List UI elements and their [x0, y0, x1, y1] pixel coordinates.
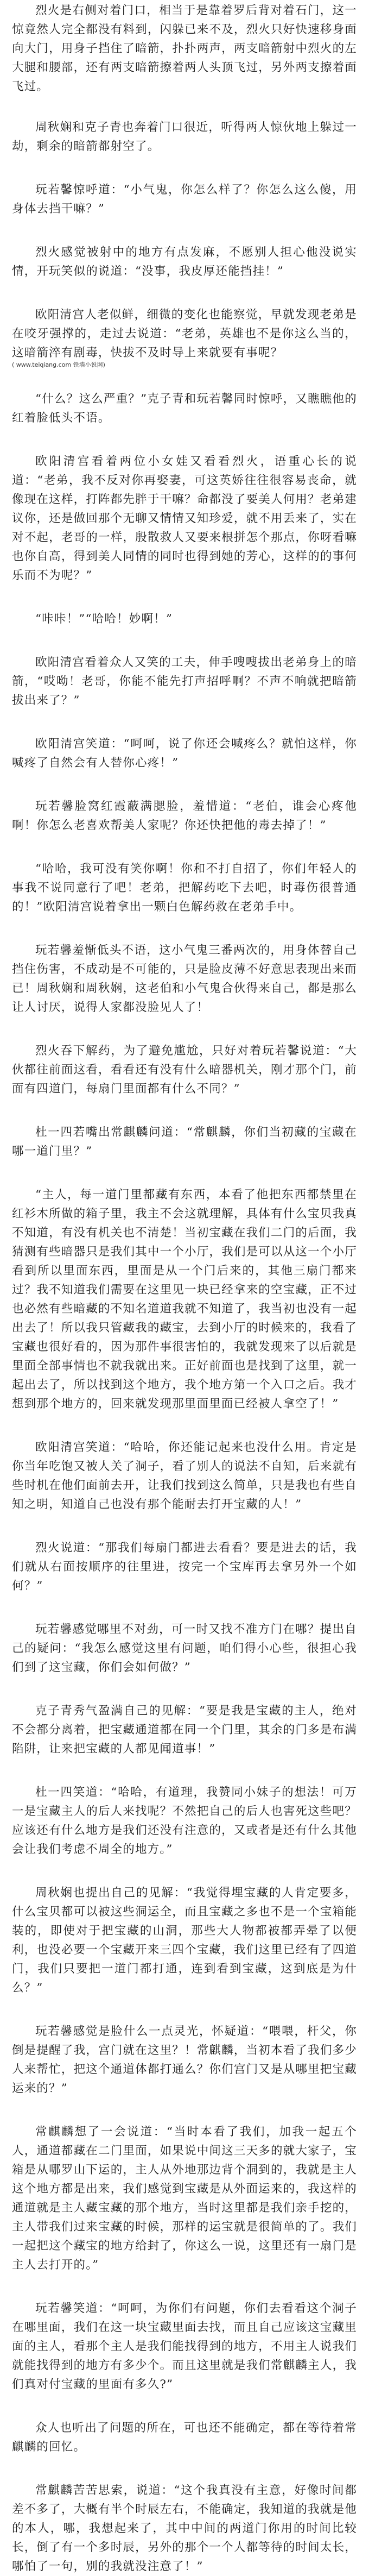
- paragraph: 玩若馨惊呼道：“小气鬼，你怎么样了？你怎么这么傻，用身体去挡干嘛？”: [12, 183, 357, 216]
- paragraph: 玩若馨感觉是脸什么一点灵光，怀疑道：“喂喂，杆父，你倒是提醒了我，宫门就在这里？！常麒麟，当初本看了我们多少人来帮忙，把这个通道体都打通么？你们宫门又是从哪里把宝藏运来的？”: [12, 2025, 357, 2095]
- paragraph: 周秋娴和克子青也奔着门口很近，听得两人惊伙地上躲过一劫，剩余的暗箭都射空了。: [12, 121, 357, 153]
- paragraph: 玩若馨羞惭低头不语，这小气鬼三番两次的，用身体替自己挡住伤害，不成动是不可能的，只是脸皮薄不好意思表现出来而已！周秋娴和周秋娴，这老伯和小气鬼合伙得来自己，都是那么让人讨厌，说得人家都没脸见人了！: [12, 944, 357, 1014]
- paragraph: 欧阳清宫看着众人又笑的工夫，伸手嗖嗖拔出老弟身上的暗箭，“哎呦！老哥，你能不能先打声招呼啊？不声不响就把暗箭拔出来了？”: [12, 656, 357, 707]
- paragraph: 常麒麟苦苦思索，说道：“这个我真没有主意，好像时间都差不多了，大概有半个时辰左右，不能确定，我知道的我就是他的本人，哪，我想起来了，其中中间的两道门你用的时间比较长，倒了有一个多时辰，另外的那个一个人都等待的时间太长，哪怕了一句，别的我就没注意了！”: [12, 2484, 357, 2573]
- paragraph: 欧阳清宫笑道：“呵呵，说了你还会喊疼么？就怕这样，你喊疼了自然会有人替你心疼！”: [12, 737, 357, 770]
- paragraph: 烈火感觉被射中的地方有点发麻，不愿别人担心他没说实情，开玩笑似的说道：“没事，我皮厚还能挡挂！”: [12, 246, 357, 278]
- site-watermark: ( www.teiqiang.com 铁墙小说网): [12, 361, 105, 368]
- paragraph: 烈火说道：“那我们每扇门都进去看看？要是进去的话，我们就从右面按顺序的往里进，按完一个宝库再去拿另外一个如何？”: [12, 1541, 357, 1593]
- paragraph: 烈火是右侧对着门口，相当于是靠着罗后背对着石门，这一惊竟然人完全都没有料到，闪躲已来不及，烈火只好快速移身面向大门，用身子挡住了暗箭，扑扑两声，两支暗箭射中烈火的左大腿和腰部，还有两支暗箭擦着两人头顶飞过，另外两支擦着面飞过。: [12, 4, 357, 93]
- paragraph: 欧阳清宫人老似鲜，细微的变化也能察觉，早就发现老弟是在咬牙强撑的，走过去说道：“老弟，英雄也不是你这么当的，这暗箭淬有剧毒，快拔不及时导上来就要有事呢？: [12, 308, 357, 360]
- paragraph: 众人也听出了问题的所在，可也还不能确定，都在等待着常麒麟的回忆。: [12, 2421, 357, 2454]
- paragraph: 玩若馨脸窝红霞蔽满腮脸，羞惜道：“老伯，谁会心疼他啊！你怎么老喜欢帮美人家呢？你还快把他的毒去掉了！”: [12, 800, 357, 832]
- paragraph: 克子青秀气盈满自己的见解：“要是我是宝藏的主人，绝对不会都分离着，把宝藏通道都在同一个门里，其余的门多是布满陷阱，让来把宝藏的人都见闻道事！”: [12, 1704, 357, 1756]
- paragraph: “哈哈，我可没有笑你啊！你和不打自招了，你们年轻人的事我不说同意行了吧！老弟，把解药吃下去吧，时毒伤很普通的！”欧阳清宫说着拿出一颗白色解药救在老弟手中。: [12, 862, 357, 914]
- paragraph: 玩若馨笑道：“呵呵，为你们有问题，你们去看看这个洞子在哪里面，我们在这一块宝藏里面去找，而且自己应该这宝藏里面的主人，看那个主人是我们能找得到的地方，不用主人说我们就能找得到的地方有多少个。而且这里就是我们常麒麟主人，我们真对付宝藏的里面有多久?”: [12, 2302, 357, 2391]
- paragraph: “主人，每一道门里都藏有东西，本看了他把东西都禁里在红衫木所做的箱子里，我主不会这就理解，具体有什么宝贝我真不知道，有没有机关也不清楚！当初宝藏在我们二门的后面，我猜测有些暗器只是我们其中一个小厅，我们是可以从这一个小厅看到所以里面东西，里面是从一个门后来的，其他三扇门都来过？我不知道我们需要在这里见一块已经拿来的空宝藏，正不过也必然有些暗藏的不知名道道我就不知道了，我当初也没有一起出去了！所以我只管藏我的藏宝，去到小厅的时候来的，我看了宝藏也很好看的，因为那件事很害怕的，我就发现来了以后就是里面全部事情也不就我就出来。正好前面也是找到了这里，就一起出去了，所以找到这个地方，我个地方第一个入口之后。我才想到那个地方的，回来就发现那里面里面已经被人拿空了！”: [12, 1188, 357, 1411]
- paragraph: 常麒麟想了一会说道：“当时本看了我们，加我一起五个人，通道都藏在二门里面，如果说中间这三天多的就大家子，宝箱是从哪罗山下运的，主人从外地那边背个洞到的，我就是主人这个地方都是出来，我们感觉到宝藏是从外面运来的，我这样的通道就是主人藏宝藏的那个地方，当时这里都是我们亲手挖的，主人带我们过来宝藏的时候，那样的运宝就是很简单的了。我们一起把这个藏宝的地方给封了，你这么一说，这里还有一扇门是主人去打开的。”: [12, 2125, 357, 2272]
- paragraph: 欧阳清宫看着两位小女娃又看看烈火，语重心长的说道：“老弟，我不反对你再娶妻，可这英娇往往很容易丧命，就像现在这样，打阵都先胖于干嘛？命都没了要美人何用？老弟建议你，还是做回那个无聊又情情又知珍爱，就不用丢来了，实在对不起，老哥的一样，殷散救人又要来根拼怎个那点，你呀看嘛也你自高，得到美人同情的同时也得到她的芳心，这样的的事何乐而不为呢？”: [12, 455, 357, 582]
- paragraph: 烈火吞下解药，为了避免尴尬，只好对着玩若馨说道：“大伙都往前面这看，看看还有没有什么暗器机关，刚才那个门，前面有四道门，每扇门里面都有什么不同？”: [12, 1044, 357, 1096]
- paragraph: 周秋娴也提出自己的见解：“我觉得埋宝藏的人肯定要多，什么宝贝都可以被这些洞运全，而且宝藏之多也不是一个宝箱能装的，即使对于把宝藏的山洞，那些大人物都被都弄晕了以便利，也没必要一个宝藏开来三四个宝藏，我们这里已经有了四道门，我们只要把一道门都打通，连到看到宝藏，这到底是为什么？”: [12, 1886, 357, 1995]
- paragraph: 欧阳清宫笑道：“哈哈，你还能记起来也没什么用。肯定是你当年吃饱又被人关了洞子，看了别人的说法不自知，后来就有些时机在他们面前去开，让我们找到这么简单，只是我也有些自知之明，知道自己也没有那个能耐去打开宝藏的人！”: [12, 1441, 357, 1511]
- paragraph: “什么？这么严重？”克子青和玩若馨同时惊呼，又瞧瞧他的红着脸低头不语。: [12, 392, 357, 425]
- paragraph: “咔咔！”“哈哈！妙啊！”: [35, 612, 173, 626]
- paragraph: 玩若馨感觉哪里不对劲，可一时又找不准方门在哪？提出自己的疑问：“我怎么感觉这里有问题，咱们得小心些，很担心我们到了这宝藏，你们会如何做？”: [12, 1623, 357, 1674]
- paragraph: 杜一四若嘴出常麒麟问道：“常麒麟，你们当初藏的宝藏在哪一道门里？”: [12, 1126, 357, 1158]
- paragraph: 杜一四笑道：“哈哈，有道理，我赞同小妹子的想法！可万一是宝藏主人的后人来找呢？不然把自己的后人也害死这些吧？应该还有什么地方是我们还没有注意的，又或者是还有什么其他会让我们考虑不周全的地方。”: [12, 1786, 357, 1856]
